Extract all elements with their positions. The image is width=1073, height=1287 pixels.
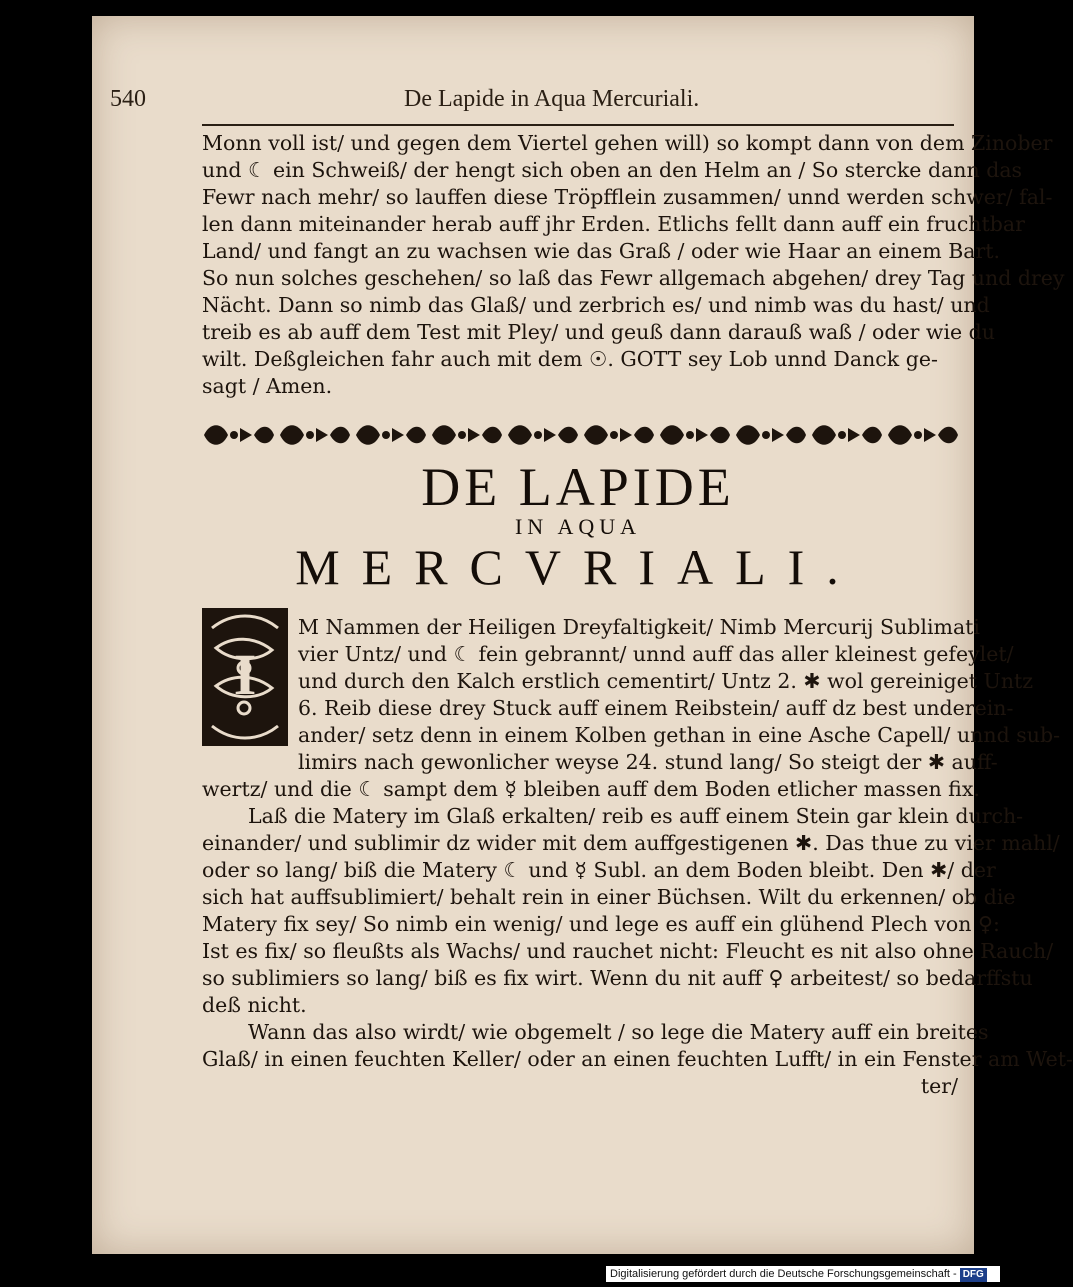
chapter-title-line2: IN AQUA (514, 514, 642, 539)
initial-letter-glyph: I (233, 642, 257, 707)
text-line: Laß die Matery im Glaß erkalten/ reib es auff einem Stein gar klein durch- (248, 804, 1024, 828)
text-line: Nächt. Dann so nimb das Glaß/ und zerbrich es/ und nimb was du hast/ und (202, 293, 990, 317)
ornament-band (200, 418, 956, 452)
text-line: vier Untz/ und ☾ fein gebrannt/ unnd auff das aller kleinest gefeylet/ (298, 642, 1014, 666)
credit-text: Digitalisierung gefördert durch die Deutsche Forschungsgemeinschaft - (610, 1268, 957, 1280)
text-line: So nun solches geschehen/ so laß das Fewr allgemach abgehen/ drey Tag und drey (202, 266, 1065, 290)
text-line: Monn voll ist/ und gegen dem Viertel gehen will) so kompt dann von dem Zinober (202, 131, 1053, 155)
page-header (108, 84, 958, 124)
text-line: Matery fix sey/ So nimb ein wenig/ und lege es auff ein glühend Plech von ♀: (202, 912, 1000, 936)
text-line: sich hat auffsublimiert/ behalt rein in einer Büchsen. Wilt du erkennen/ ob die (202, 885, 1016, 909)
text-line: wilt. Deßgleichen fahr auch mit dem ☉. GOTT sey Lob unnd Danck ge- (202, 347, 938, 371)
page-number: 540 (110, 86, 146, 112)
text-line: len dann miteinander herab auff jhr Erden. Etlichs fellt dann auff ein fruchtbar (202, 212, 1025, 236)
text-line: wertz/ und die ☾ sampt dem ☿ bleiben auff dem Boden etlicher massen fix. (202, 777, 980, 801)
running-title: De Lapide in Aqua Mercuriali. (404, 86, 700, 112)
digitization-credit (606, 1266, 1000, 1282)
text-line: einander/ und sublimir dz wider mit dem auffgestigenen ✱. Das thue zu vier mahl/ (202, 831, 1060, 855)
text-line: und ☾ ein Schweiß/ der hengt sich oben an den Helm an / So stercke dann das (202, 158, 1023, 182)
text-line: sagt / Amen. (202, 374, 333, 398)
text-line: oder so lang/ biß die Matery ☾ und ☿ Subl. an dem Boden bleibt. Den ✱/ der (202, 858, 996, 882)
text-line: Land/ und fangt an zu wachsen wie das Graß / oder wie Haar an einem Bart. (202, 239, 1001, 263)
text-line: M Nammen der Heiligen Dreyfaltigkeit/ Nimb Mercurij Sublimati (298, 615, 980, 639)
dfg-logo: DFG (960, 1268, 987, 1282)
text-line: limirs nach gewonlicher weyse 24. stund lang/ So steigt der ✱ auff- (298, 750, 998, 774)
main-paragraph (202, 614, 1073, 1100)
header-rule (202, 124, 954, 126)
text-line: Glaß/ in einen feuchten Keller/ oder an einen feuchten Lufft/ in ein Fenster am Wet- (202, 1047, 1073, 1071)
catchword: ter/ (920, 1074, 958, 1098)
chapter-title-line1: DE LAPIDE (421, 457, 735, 517)
text-line: Wann das also wirdt/ wie obgemelt / so lege die Matery auff ein breites (248, 1020, 989, 1044)
chapter-title-line3: MERCVRIALI. (295, 539, 861, 595)
text-line: Ist es fix/ so fleußts als Wachs/ und rauchet nicht: Fleucht es nit also ohne Rauch/ (202, 939, 1054, 963)
text-line: deß nicht. (202, 993, 307, 1017)
top-paragraph (202, 130, 1065, 400)
text-line: und durch den Kalch erstlich cementirt/ Untz 2. ✱ wol gereiniget Untz (298, 669, 1034, 693)
text-line: Fewr nach mehr/ so lauffen diese Tröpfflein zusammen/ unnd werden schwer/ fal- (202, 185, 1053, 209)
text-line: 6. Reib diese drey Stuck auff einem Reibstein/ auff dz best underein- (298, 696, 1014, 720)
text-line: ander/ setz denn in einem Kolben gethan in eine Asche Capell/ unnd sub- (298, 723, 1061, 747)
text-line: so sublimiers so lang/ biß es fix wirt. Wenn du nit auff ♀ arbeitest/ so bedarffstu (202, 966, 1033, 990)
text-line: treib es ab auff dem Test mit Pley/ und geuß dann darauß waß / oder wie du (202, 320, 995, 344)
